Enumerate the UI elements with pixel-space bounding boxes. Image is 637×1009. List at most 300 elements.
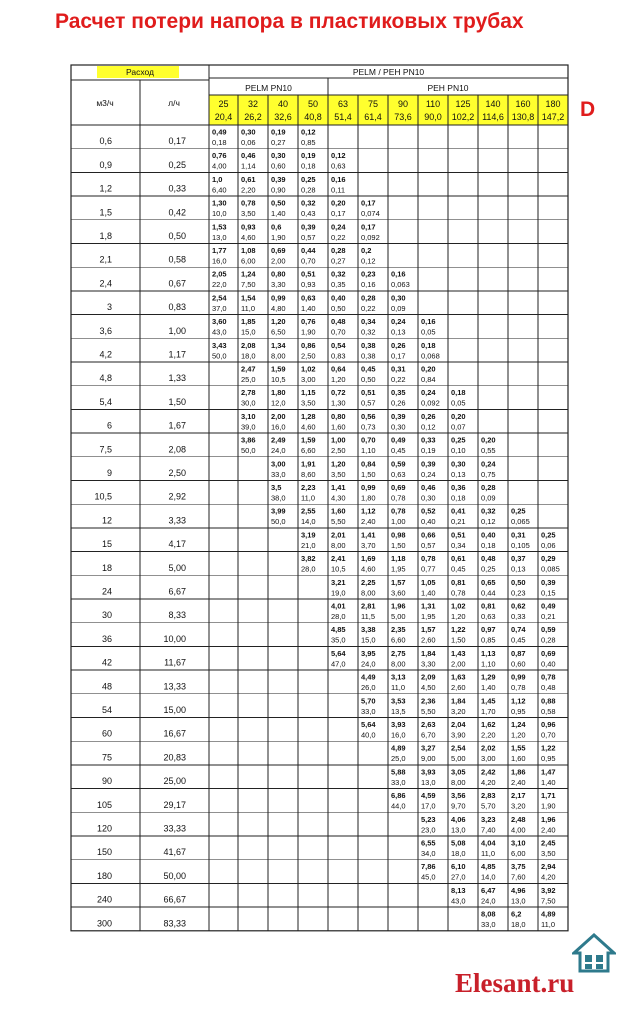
- headloss-value: 3,30: [421, 659, 436, 669]
- headloss-value: 5,50: [331, 517, 346, 527]
- flow-m3h: 3,6: [99, 325, 112, 336]
- unit-ls: л/ч: [168, 98, 180, 108]
- velocity-value: 0,86: [301, 340, 316, 350]
- headloss-value: 0,26: [391, 398, 406, 408]
- velocity-value: 0,65: [481, 577, 496, 587]
- flow-label: Расход: [125, 67, 155, 77]
- headloss-value: 5,50: [421, 706, 436, 716]
- headloss-value: 0,57: [361, 398, 376, 408]
- velocity-value: 1,24: [511, 720, 526, 729]
- flow-m3h: 1,8: [99, 231, 112, 241]
- velocity-value: 0,80: [331, 411, 346, 421]
- flow-ls: 0,25: [168, 159, 186, 170]
- headloss-value: 0,57: [421, 540, 436, 550]
- headloss-value: 0,18: [451, 493, 466, 503]
- diameter-outer: 110: [425, 99, 441, 109]
- velocity-value: 1,31: [421, 601, 436, 611]
- headloss-value: 0,18: [212, 138, 227, 147]
- headloss-value: 0,40: [541, 659, 556, 669]
- flow-ls: 29,17: [163, 799, 186, 810]
- velocity-value: 1,59: [271, 364, 286, 374]
- velocity-value: 0,38: [361, 340, 376, 350]
- headloss-value: 2,40: [361, 517, 376, 527]
- flow-ls: 50,00: [163, 870, 186, 881]
- headloss-value: 1,30: [331, 398, 346, 408]
- headloss-value: 3,50: [301, 398, 316, 408]
- velocity-value: 4,04: [481, 838, 496, 848]
- headloss-value: 0,95: [541, 754, 556, 764]
- velocity-value: 1,28: [301, 411, 316, 421]
- diameter-label: D: [580, 98, 596, 121]
- headloss-value: 1,20: [331, 375, 346, 384]
- velocity-value: 1,29: [481, 672, 496, 682]
- velocity-value: 2,00: [271, 411, 286, 421]
- velocity-value: 0,30: [271, 151, 286, 161]
- headloss-value: 8,00: [271, 351, 286, 361]
- velocity-value: 0,17: [361, 198, 376, 208]
- velocity-value: 5,88: [391, 767, 406, 777]
- headloss-value: 18,0: [511, 920, 526, 930]
- diameter-outer: 140: [485, 99, 501, 109]
- velocity-value: 2,54: [212, 293, 227, 303]
- velocity-value: 3,00: [271, 459, 286, 469]
- velocity-value: 0,76: [212, 151, 227, 161]
- headloss-value: 0,70: [301, 256, 316, 266]
- headloss-value: 11,0: [481, 849, 496, 858]
- headloss-value: 37,0: [212, 303, 227, 313]
- velocity-value: 0,48: [331, 317, 346, 327]
- headloss-value: 28,0: [301, 564, 316, 574]
- headloss-value: 2,40: [541, 825, 556, 835]
- headloss-value: 2,20: [241, 185, 256, 195]
- velocity-value: 0,39: [271, 174, 286, 184]
- velocity-value: 6,10: [451, 862, 466, 872]
- flow-ls: 11,67: [164, 657, 186, 668]
- velocity-value: 1,59: [301, 435, 316, 445]
- velocity-value: 5,64: [331, 648, 346, 658]
- headloss-value: 18,0: [241, 351, 256, 361]
- diameter-outer: 25: [218, 99, 229, 109]
- headloss-value: 0,11: [331, 185, 346, 195]
- velocity-value: 3,93: [391, 720, 406, 729]
- headloss-value: 1,90: [271, 232, 286, 242]
- headloss-value: 7,50: [241, 280, 256, 290]
- flow-ls: 2,08: [168, 444, 186, 455]
- headloss-value: 0,09: [391, 303, 406, 313]
- velocity-value: 3,92: [541, 885, 556, 895]
- flow-m3h: 15: [101, 539, 112, 550]
- headloss-value: 8,00: [331, 540, 346, 550]
- velocity-value: 0,20: [451, 411, 466, 421]
- headloss-value: 2,50: [331, 446, 346, 456]
- headloss-value: 0,09: [481, 493, 496, 503]
- velocity-value: 1,24: [241, 269, 256, 279]
- velocity-value: 0,84: [361, 459, 376, 469]
- flow-ls: 0,67: [168, 278, 186, 289]
- group-title: PELM / PEH PN10: [352, 67, 425, 77]
- headloss-value: 11,5: [361, 612, 376, 621]
- velocity-value: 1,41: [331, 483, 346, 492]
- velocity-value: 1,0: [212, 174, 223, 184]
- flow-m3h: 0,9: [99, 159, 112, 170]
- headloss-value: 0,05: [451, 398, 466, 408]
- headloss-value: 11,0: [391, 683, 406, 693]
- velocity-value: 2,17: [511, 791, 526, 801]
- velocity-value: 2,94: [541, 862, 556, 872]
- headloss-value: 0,27: [271, 138, 286, 147]
- headloss-value: 0,07: [451, 422, 466, 432]
- velocity-value: 0,51: [451, 530, 466, 540]
- headloss-value: 0,75: [481, 469, 496, 479]
- flow-ls: 66,67: [163, 894, 186, 905]
- headloss-value: 47,0: [331, 659, 346, 669]
- velocity-value: 1,05: [421, 577, 436, 587]
- headloss-value: 23,0: [421, 825, 436, 835]
- velocity-value: 2,05: [212, 269, 227, 279]
- velocity-value: 0,51: [361, 388, 376, 398]
- velocity-value: 0,66: [421, 530, 436, 540]
- diameter-inner: 51,4: [334, 112, 352, 122]
- diameter-inner: 130,8: [511, 112, 535, 122]
- velocity-value: 3,19: [301, 530, 316, 540]
- velocity-value: 0,24: [421, 388, 436, 398]
- headloss-value: 2,00: [271, 256, 286, 266]
- velocity-value: 3,99: [271, 506, 286, 516]
- velocity-value: 2,41: [331, 554, 346, 564]
- velocity-value: 0,32: [331, 269, 346, 279]
- headloss-value: 33,0: [391, 777, 406, 787]
- headloss-value: 0,28: [301, 185, 316, 195]
- velocity-value: 2,78: [241, 388, 256, 398]
- headloss-value: 0,48: [541, 683, 556, 693]
- headloss-value: 0,21: [451, 517, 466, 527]
- group-peh: PEH PN10: [427, 83, 469, 93]
- velocity-value: 0,41: [451, 506, 466, 516]
- headloss-value: 35,0: [331, 635, 346, 645]
- headloss-value: 0,38: [361, 351, 376, 361]
- headloss-value: 10,5: [331, 564, 346, 574]
- velocity-value: 0,30: [451, 459, 466, 469]
- velocity-value: 2,09: [421, 672, 436, 682]
- headloss-value: 10,5: [271, 375, 286, 384]
- headloss-value: 0,78: [391, 493, 406, 503]
- velocity-value: 0,6: [271, 222, 282, 232]
- headloss-value: 15,0: [361, 635, 376, 645]
- velocity-value: 3,21: [331, 577, 346, 587]
- velocity-value: 0,64: [331, 364, 346, 374]
- velocity-value: 1,47: [541, 767, 556, 777]
- headloss-value: 4,60: [241, 232, 256, 242]
- headloss-value: 5,70: [481, 801, 496, 811]
- velocity-value: 0,63: [301, 293, 316, 303]
- headloss-value: 16,0: [212, 256, 227, 266]
- headloss-value: 0,90: [271, 185, 286, 195]
- flow-m3h: 12: [101, 515, 112, 526]
- velocity-value: 0,70: [361, 435, 376, 445]
- flow-ls: 16,67: [163, 728, 186, 739]
- velocity-value: 2,02: [481, 743, 496, 753]
- headloss-value: 16,0: [391, 730, 406, 740]
- velocity-value: 3,56: [451, 791, 466, 801]
- velocity-value: 0,81: [481, 601, 496, 611]
- headloss-value: 1,20: [511, 730, 526, 740]
- headloss-value: 18,0: [451, 849, 466, 858]
- headloss-value: 26,0: [361, 683, 376, 693]
- flow-ls: 0,17: [168, 136, 186, 147]
- velocity-value: 0,61: [241, 174, 256, 184]
- flow-m3h: 90: [101, 776, 112, 787]
- headloss-value: 0,45: [451, 564, 466, 574]
- velocity-value: 4,01: [331, 601, 346, 611]
- velocity-value: 0,78: [541, 672, 556, 682]
- headloss-value: 0,35: [331, 280, 346, 290]
- velocity-value: 4,85: [481, 862, 496, 872]
- flow-ls: 10,00: [163, 633, 186, 644]
- headloss-value: 8,00: [451, 777, 466, 787]
- headloss-value: 4,00: [511, 825, 526, 835]
- flow-m3h: 180: [96, 870, 112, 881]
- velocity-value: 3,53: [391, 696, 406, 706]
- headloss-value: 3,50: [241, 209, 256, 219]
- velocity-value: 3,86: [241, 435, 256, 445]
- velocity-value: 0,20: [331, 198, 346, 208]
- flow-ls: 5,00: [168, 562, 186, 573]
- headloss-value: 44,0: [391, 801, 406, 811]
- headloss-value: 1,10: [481, 659, 496, 669]
- headloss-value: 6,50: [271, 327, 286, 337]
- flow-m3h: 18: [101, 562, 112, 573]
- velocity-value: 0,26: [421, 411, 436, 421]
- velocity-value: 0,88: [541, 696, 556, 706]
- headloss-value: 0,12: [421, 422, 436, 432]
- headloss-value: 0,068: [421, 351, 440, 361]
- flow-ls: 1,67: [168, 420, 186, 431]
- velocity-value: 1,34: [271, 340, 286, 350]
- flow-m3h: 150: [96, 847, 112, 858]
- velocity-value: 5,08: [451, 838, 466, 848]
- velocity-value: 0,59: [391, 459, 406, 469]
- velocity-value: 1,96: [541, 814, 556, 824]
- headloss-value: 1,40: [301, 303, 316, 313]
- flow-ls: 4,17: [168, 539, 186, 550]
- flow-m3h: 5,4: [99, 396, 112, 407]
- flow-ls: 15,00: [163, 705, 186, 715]
- velocity-value: 0,24: [391, 317, 406, 327]
- velocity-value: 0,30: [241, 127, 256, 137]
- headloss-value: 0,55: [481, 446, 496, 456]
- velocity-value: 3,27: [421, 743, 436, 753]
- headloss-value: 27,0: [451, 872, 466, 882]
- velocity-value: 0,35: [391, 388, 406, 398]
- velocity-value: 0,18: [451, 388, 466, 398]
- velocity-value: 2,04: [451, 720, 466, 729]
- velocity-value: 0,62: [511, 601, 526, 611]
- velocity-value: 0,50: [511, 577, 526, 587]
- velocity-value: 1,84: [451, 696, 466, 706]
- headloss-value: 0,22: [391, 375, 406, 384]
- headloss-value: 0,60: [511, 659, 526, 669]
- velocity-value: 0,44: [301, 246, 316, 255]
- flow-ls: 25,00: [163, 776, 186, 787]
- velocity-value: 4,49: [361, 672, 376, 682]
- velocity-value: 3,13: [391, 672, 406, 682]
- headloss-value: 10,0: [212, 209, 227, 219]
- flow-m3h: 48: [101, 681, 112, 692]
- headloss-value: 0,18: [301, 161, 316, 171]
- group-pelm: PELM PN10: [245, 83, 292, 93]
- headloss-value: 0,57: [301, 232, 316, 242]
- diameter-inner: 114,6: [482, 112, 504, 122]
- headloss-value: 1,95: [391, 564, 406, 574]
- headloss-value: 0,45: [391, 446, 406, 456]
- headloss-value: 33,0: [271, 469, 286, 479]
- velocity-value: 0,34: [361, 317, 376, 327]
- headloss-value: 0,28: [541, 635, 556, 645]
- headloss-value: 2,40: [511, 777, 526, 787]
- headloss-value: 2,50: [301, 351, 316, 361]
- diameter-inner: 40,8: [304, 112, 322, 122]
- headloss-value: 5,00: [451, 754, 466, 764]
- velocity-value: 0,39: [421, 459, 436, 469]
- velocity-value: 3,23: [481, 814, 496, 824]
- headloss-value: 1,40: [421, 588, 436, 598]
- velocity-value: 0,50: [271, 198, 286, 208]
- headloss-value: 0,13: [391, 327, 406, 337]
- velocity-value: 2,08: [241, 340, 256, 350]
- velocity-value: 0,25: [511, 506, 526, 516]
- flow-m3h: 1,2: [99, 183, 112, 194]
- headloss-value: 1,60: [511, 754, 526, 764]
- velocity-value: 0,24: [331, 222, 346, 232]
- velocity-value: 0,12: [331, 151, 346, 161]
- headloss-value: 3,90: [451, 730, 466, 740]
- velocity-value: 0,39: [301, 222, 316, 232]
- velocity-value: 0,31: [391, 364, 406, 374]
- headloss-value: 1,95: [421, 612, 436, 621]
- velocity-value: 1,77: [212, 246, 227, 255]
- headloss-value: 0,22: [361, 303, 376, 313]
- headloss-value: 4,60: [361, 564, 376, 574]
- flow-ls: 41,67: [163, 847, 186, 858]
- velocity-value: 0,16: [331, 174, 346, 184]
- velocity-value: 0,56: [361, 411, 376, 421]
- headloss-value: 0,77: [421, 564, 436, 574]
- brand-watermark: Elesant.ru: [455, 968, 575, 998]
- flow-m3h: 10,5: [94, 491, 112, 502]
- headloss-value: 7,50: [541, 896, 556, 906]
- velocity-value: 0,2: [361, 246, 372, 255]
- velocity-value: 2,54: [451, 743, 466, 753]
- headloss-value: 3,30: [271, 280, 286, 290]
- velocity-value: 1,20: [271, 317, 286, 327]
- headloss-value: 12,0: [271, 398, 286, 408]
- velocity-value: 0,48: [481, 554, 496, 564]
- headloss-value: 3,00: [301, 375, 316, 384]
- velocity-value: 0,49: [541, 601, 556, 611]
- velocity-value: 0,59: [541, 625, 556, 635]
- headloss-value: 0,32: [361, 327, 376, 337]
- diameter-inner: 73,6: [394, 112, 412, 122]
- flow-ls: 20,83: [163, 752, 186, 763]
- velocity-value: 0,40: [481, 530, 496, 540]
- headloss-value: 0,70: [331, 327, 346, 337]
- diameter-outer: 90: [397, 99, 409, 109]
- headloss-value: 0,13: [511, 564, 526, 574]
- velocity-value: 0,30: [391, 293, 406, 303]
- headloss-value: 14,0: [301, 517, 316, 527]
- velocity-value: 2,23: [301, 483, 316, 492]
- velocity-value: 0,81: [451, 577, 466, 587]
- flow-m3h: 9: [106, 468, 112, 478]
- headloss-value: 11,0: [301, 493, 316, 503]
- headloss-value: 6,00: [511, 849, 526, 858]
- velocity-value: 0,26: [391, 340, 406, 350]
- headloss-value: 2,60: [421, 635, 436, 645]
- velocity-value: 2,83: [481, 791, 496, 801]
- headloss-value: 13,0: [212, 232, 227, 242]
- headloss-value: 0,33: [511, 612, 526, 621]
- velocity-value: 3,10: [241, 411, 256, 421]
- headloss-value: 0,15: [541, 588, 556, 598]
- velocity-value: 0,93: [241, 222, 256, 232]
- velocity-value: 1,57: [421, 625, 436, 635]
- velocity-value: 0,69: [391, 483, 406, 492]
- velocity-value: 2,42: [481, 767, 496, 777]
- velocity-value: 0,33: [421, 435, 436, 445]
- headloss-value: 1,80: [361, 493, 376, 503]
- velocity-value: 1,96: [391, 601, 406, 611]
- velocity-value: 0,39: [541, 577, 556, 587]
- headloss-value: 50,0: [241, 446, 256, 456]
- flow-ls: 0,42: [168, 207, 186, 218]
- headloss-value: 0,85: [481, 635, 496, 645]
- headloss-value: 17,0: [421, 801, 436, 811]
- velocity-value: 0,36: [451, 483, 466, 492]
- headloss-value: 13,0: [421, 777, 436, 787]
- velocity-value: 1,13: [481, 648, 496, 658]
- velocity-value: 3,93: [421, 767, 436, 777]
- velocity-value: 0,45: [361, 364, 376, 374]
- headloss-value: 33,0: [361, 706, 376, 716]
- headloss-value: 0,93: [301, 280, 316, 290]
- headloss-value: 1,14: [241, 161, 256, 171]
- velocity-value: 3,05: [451, 767, 466, 777]
- diameter-inner: 26,2: [244, 112, 262, 122]
- diameter-outer: 50: [307, 99, 319, 109]
- headloss-value: 0,085: [541, 564, 560, 574]
- headloss-value: 8,60: [301, 469, 316, 479]
- headloss-value: 1,50: [361, 469, 376, 479]
- velocity-value: 0,99: [361, 483, 376, 492]
- headloss-value: 2,60: [451, 683, 466, 693]
- velocity-value: 2,45: [541, 838, 556, 848]
- velocity-value: 3,5: [271, 483, 282, 492]
- velocity-value: 2,49: [271, 435, 286, 445]
- velocity-value: 0,19: [301, 151, 316, 161]
- velocity-value: 0,80: [271, 269, 286, 279]
- headloss-value: 0,45: [511, 635, 526, 645]
- velocity-value: 1,08: [241, 246, 256, 255]
- headloss-value: 25,0: [391, 754, 406, 764]
- headloss-value: 9,70: [451, 801, 466, 811]
- headloss-value: 8,00: [391, 659, 406, 669]
- flow-m3h: 240: [96, 894, 112, 905]
- velocity-value: 0,16: [391, 269, 406, 279]
- velocity-value: 0,25: [541, 530, 556, 540]
- velocity-value: 0,46: [241, 151, 256, 161]
- headloss-value: 40,0: [361, 730, 376, 740]
- unit-m3h: м3/ч: [96, 98, 114, 108]
